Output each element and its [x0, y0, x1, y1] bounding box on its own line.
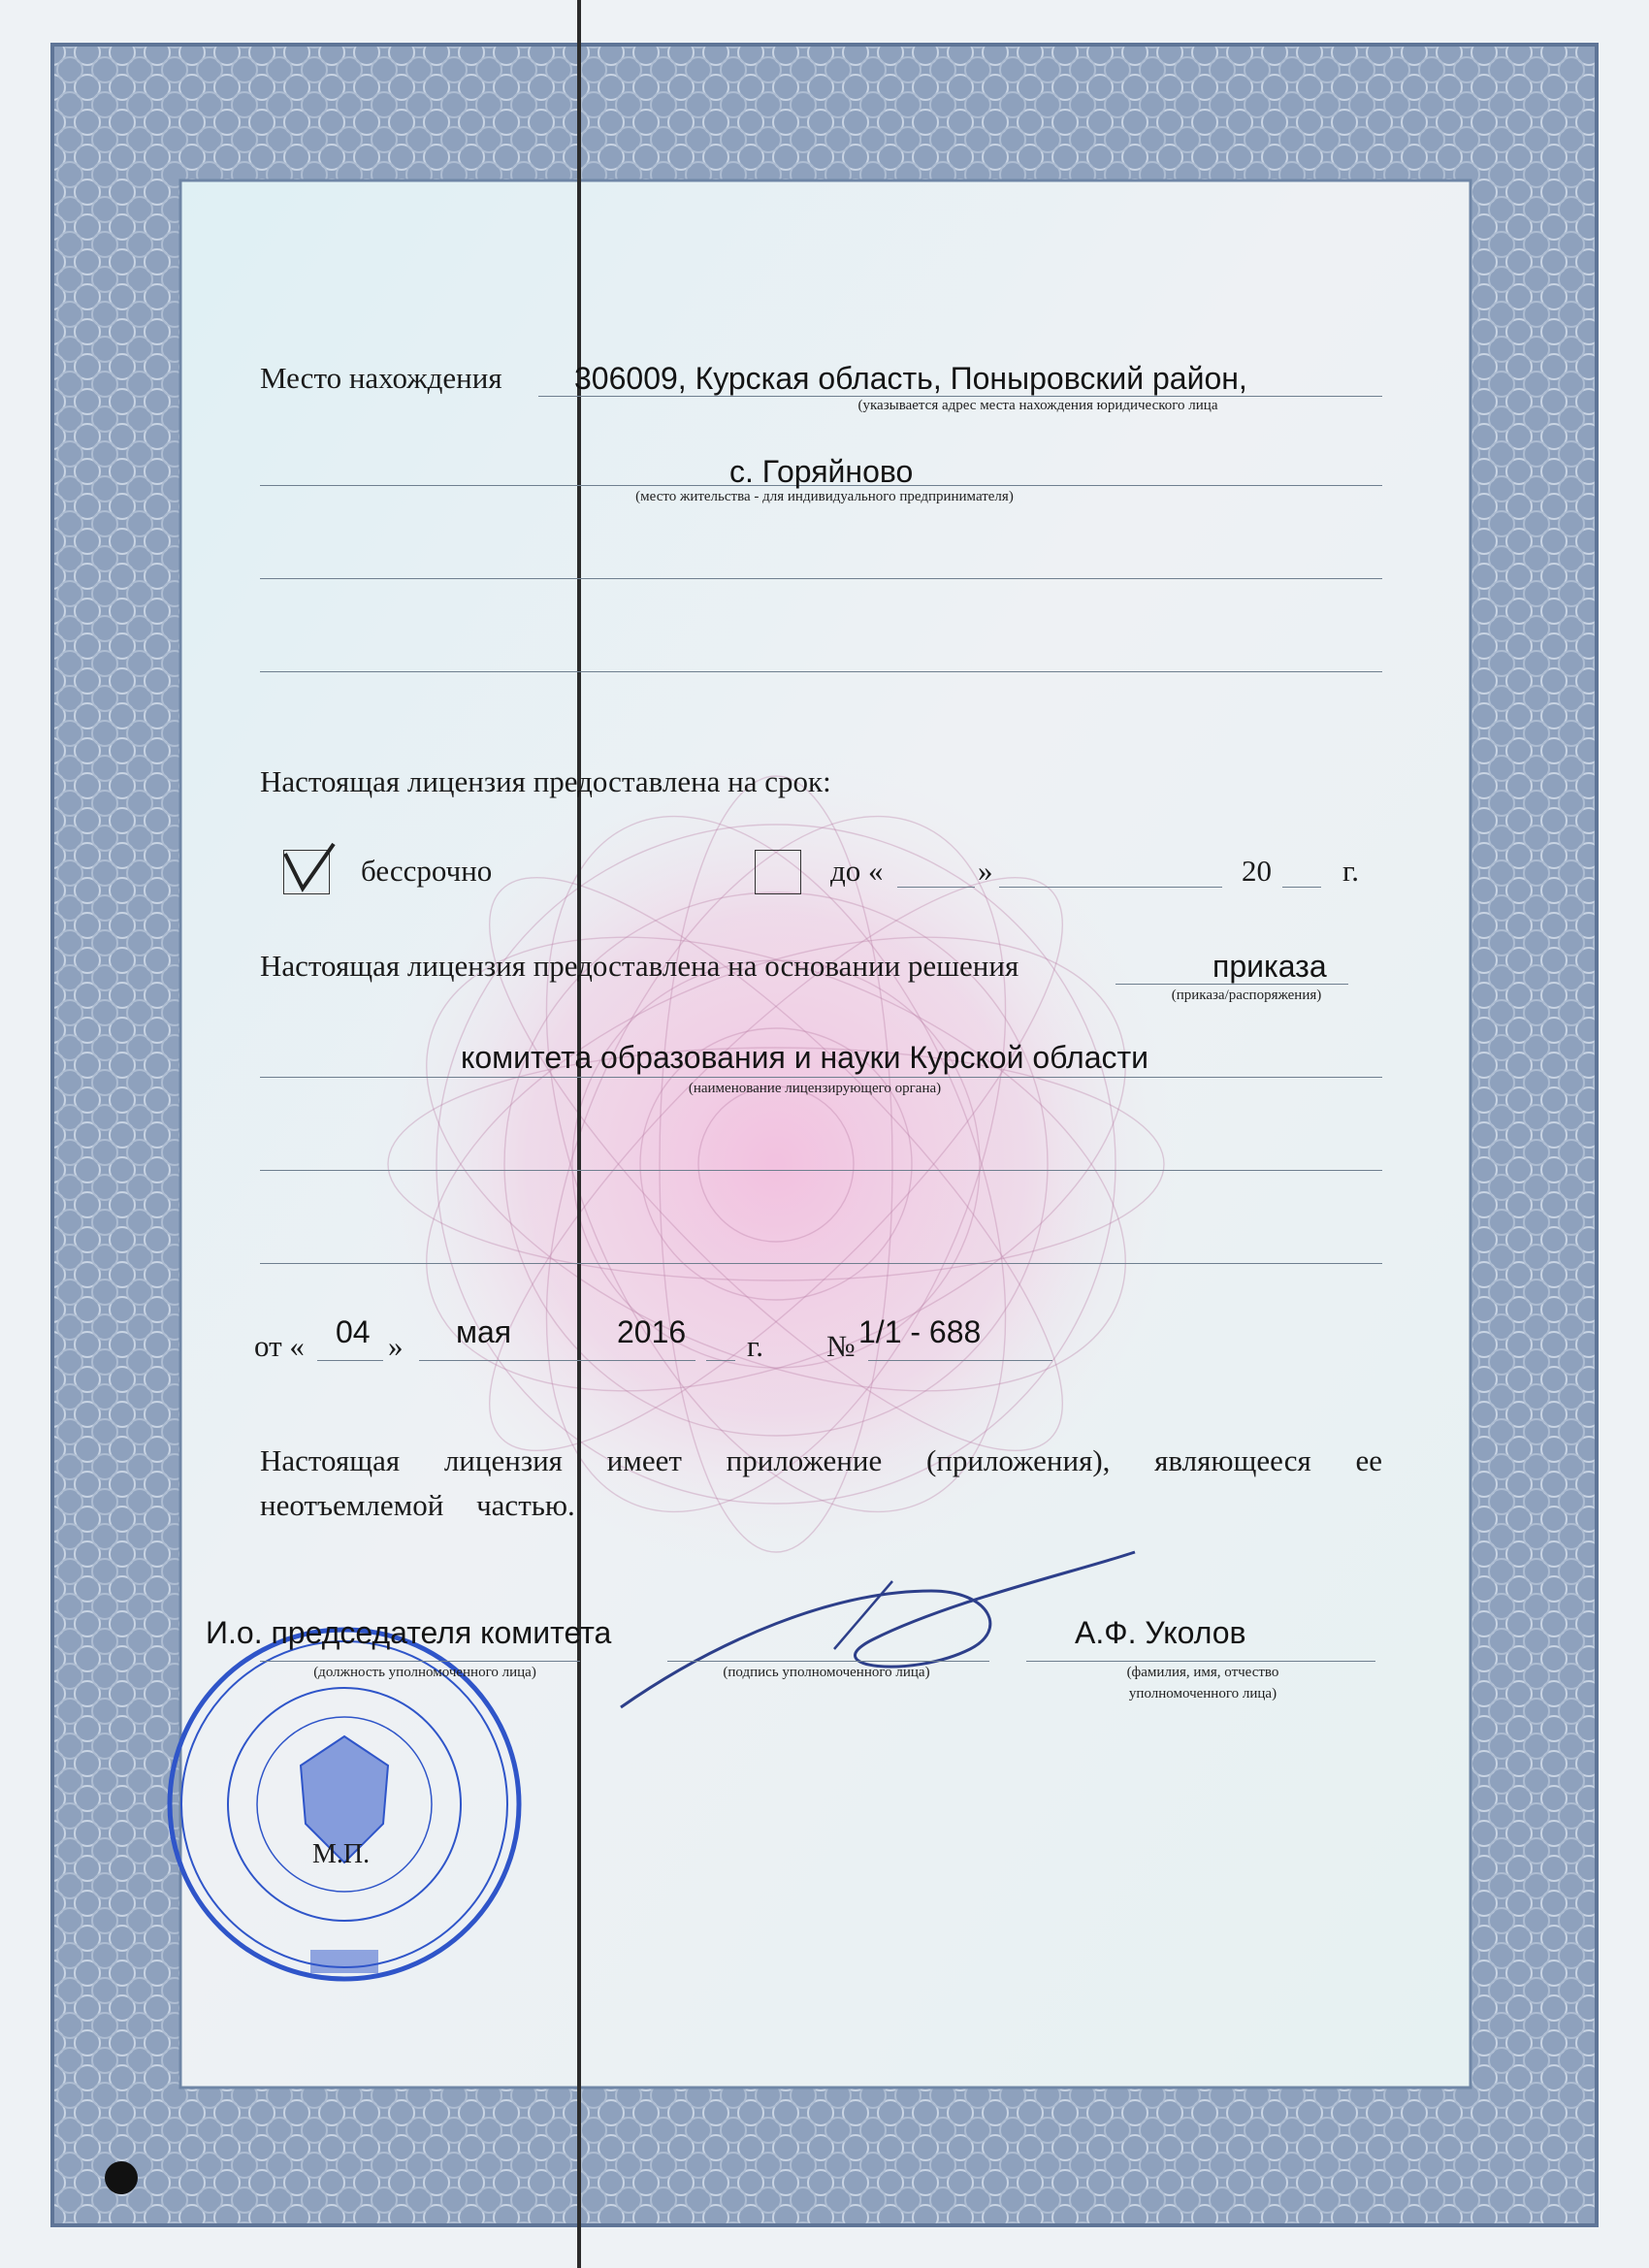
year-suffix: г. — [747, 1329, 763, 1363]
order-day: 04 — [336, 1314, 371, 1349]
signatory-name: А.Ф. Уколов — [1075, 1615, 1246, 1650]
order-number: 1/1 - 688 — [858, 1314, 982, 1349]
indefinite-checkmark-icon — [279, 840, 338, 898]
term-label: Настоящая лицензия предоставлена на срок: — [260, 764, 831, 798]
licensing-authority: комитета образования и науки Курской области — [461, 1040, 1149, 1075]
until-label: до « — [830, 854, 884, 888]
until-year-prefix: 20 — [1242, 854, 1272, 888]
signatory-position: И.о. председателя комитета — [206, 1615, 612, 1650]
order-month: мая — [456, 1314, 512, 1349]
until-date-checkbox — [755, 850, 801, 894]
location-caption-2: (место жительства - для индивидуального предпринимателя) — [635, 489, 1014, 504]
date-quote-close: » — [388, 1329, 404, 1363]
basis-label: Настоящая лицензия предоставлена на основании решения — [260, 949, 1019, 983]
authority-caption: (наименование лицензирующего органа) — [688, 1081, 942, 1096]
indefinite-label: бессрочно — [361, 854, 493, 888]
basis-document-type: приказа — [1212, 949, 1327, 984]
location-address-line2: с. Горяйново — [729, 454, 914, 489]
location-address-line1: 306009, Курская область, Поныровский район, — [574, 361, 1247, 396]
attachment-note-line1: Настоящая лицензия имеет приложение (приложения), являющееся ее — [260, 1443, 1382, 1477]
order-year: 2016 — [617, 1314, 687, 1349]
position-caption: (должность уполномоченного лица) — [313, 1665, 536, 1680]
location-caption-1: (указывается адрес места нахождения юридического лица — [857, 398, 1218, 413]
name-caption-2: уполномоченного лица) — [1128, 1686, 1277, 1701]
until-year-suffix: г. — [1342, 854, 1359, 888]
basis-caption: (приказа/распоряжения) — [1171, 988, 1322, 1003]
name-caption-1: (фамилия, имя, отчество — [1126, 1665, 1279, 1680]
attachment-note-line2: неотъемлемой частью. — [260, 1488, 575, 1522]
until-quote-close: » — [978, 854, 993, 888]
location-label: Место нахождения — [260, 361, 502, 395]
number-sign: № — [826, 1329, 856, 1363]
seal-place-label: М.П. — [312, 1839, 371, 1869]
date-prefix: от « — [254, 1329, 305, 1363]
signature-caption: (подпись уполномоченного лица) — [723, 1665, 930, 1680]
